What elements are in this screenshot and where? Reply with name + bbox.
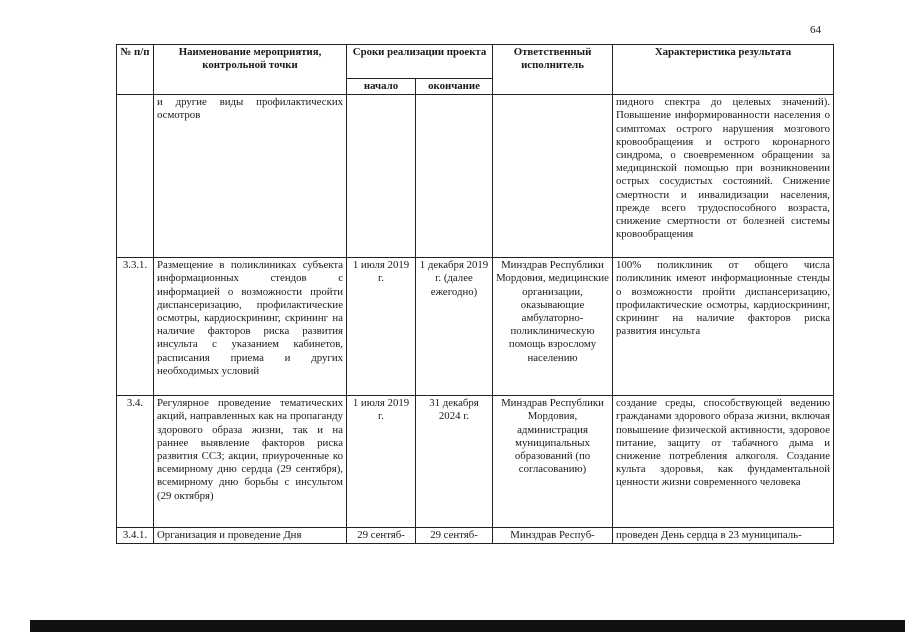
- row-end: 29 сентяб-: [416, 528, 493, 544]
- row-responsible: Минздрав Респуб-: [493, 528, 613, 544]
- measures-table: [116, 44, 834, 544]
- header-start: начало: [347, 79, 416, 95]
- header-terms: Сроки реализации проекта: [347, 45, 493, 79]
- row-name: и другие виды профилактических осмотров: [154, 95, 347, 258]
- row-num: 3.3.1.: [117, 258, 154, 396]
- row-num: 3.4.1.: [117, 528, 154, 544]
- row-result: создание среды, способствующей ведению гражданами здорового образа жизни, включая повышение физической активности, здоровое питание, защиту от табачного дыма и снижение потребления алкоголя. Создание культа здоровья, как фундаментальной ценности жизни современного человека: [613, 396, 834, 528]
- row-start: 29 сентяб-: [347, 528, 416, 544]
- row-responsible: Минздрав Республики Мордовия, администрация муниципальных образований (по согласованию): [493, 396, 613, 528]
- table-row: [117, 528, 834, 544]
- table-row: [117, 396, 834, 528]
- row-responsible: Минздрав Республики Мордовия, медицинские организации, оказывающие амбулаторно-поликлиническую помощь взрослому населению: [493, 258, 613, 396]
- page-number: 64: [810, 24, 821, 36]
- table-header-row: [117, 45, 834, 79]
- header-result: Характеристика результата: [613, 45, 834, 95]
- row-end: 1 декабря 2019 г. (далее ежегодно): [416, 258, 493, 396]
- row-result: проведен День сердца в 23 муниципаль-: [613, 528, 834, 544]
- header-responsible: Ответственный исполнитель: [493, 45, 613, 95]
- row-name: Регулярное проведение тематических акций, направленных как на пропаганду здорового образа жизни, так и на раннее выявление факторов риска развития ССЗ; акции, приуроченные ко всемирному дню сердца (29 сентября), всемирному дню борьбы с инсультом (29 октября): [154, 396, 347, 528]
- header-end: окончание: [416, 79, 493, 95]
- row-name: Размещение в поликлиниках субъекта информационных стендов с информацией о возможности пройти диспансеризацию, профилактические осмотры, кардиоскрининг, скрининг на наличие факторов риска развития инсульта с указанием кабинетов, расписания приема и других необходимых условий: [154, 258, 347, 396]
- row-name: Организация и проведение Дня: [154, 528, 347, 544]
- row-num: 3.4.: [117, 396, 154, 528]
- row-end: [416, 95, 493, 258]
- header-num: № п/п: [117, 45, 154, 95]
- row-start: [347, 95, 416, 258]
- table-row: [117, 258, 834, 396]
- row-start: 1 июля 2019 г.: [347, 258, 416, 396]
- header-name: Наименование мероприятия, контрольной точки: [154, 45, 347, 95]
- row-result: 100% поликлиник от общего числа поликлиник имеют информационные стенды о возможности пройти диспансеризацию, профилактические осмотры, кардиоскрининг, скрининг на наличие факторов риска развития инсульта: [613, 258, 834, 396]
- row-result: пидного спектра до целевых значений). Повышение информированности населения о симптомах острого нарушения мозгового кровообращения и острого коронарного синдрома, о своевременном обращении за медицинской помощью при возникновении острых сосудистых состояний. Снижение смертности и инвалидизации населения, прежде всего трудоспособного возраста, снижение смертности от болезней системы кровообращения: [613, 95, 834, 258]
- row-end: 31 декабря 2024 г.: [416, 396, 493, 528]
- table-row: [117, 95, 834, 258]
- scan-edge-bar: [30, 620, 905, 632]
- row-start: 1 июля 2019 г.: [347, 396, 416, 528]
- row-responsible: [493, 95, 613, 258]
- row-num: [117, 95, 154, 258]
